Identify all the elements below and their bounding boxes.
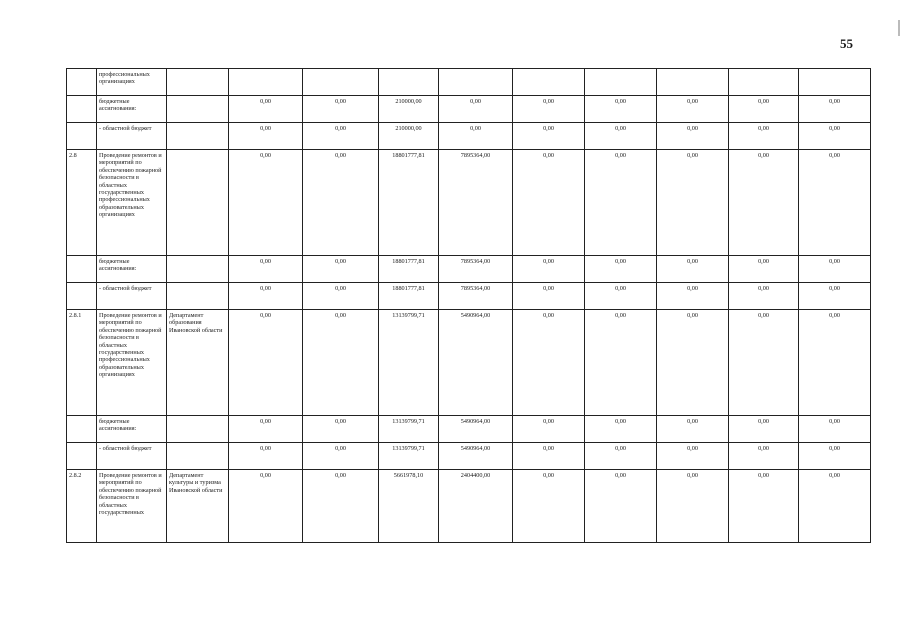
value-cell: 5490964,00 [439,416,513,443]
row-name-cell: - областной бюджет [97,283,167,310]
row-code-cell [67,416,97,443]
row-code-cell [67,123,97,150]
row-dept-cell [167,96,229,123]
value-cell [379,69,439,96]
value-cell: 0,00 [657,470,729,543]
value-cell [585,69,657,96]
value-cell: 0,00 [799,443,871,470]
row-code-cell: 2.8 [67,150,97,256]
value-cell: 0,00 [585,416,657,443]
scan-edge-mark [898,20,900,36]
value-cell: 5490964,00 [439,443,513,470]
value-cell: 0,00 [585,150,657,256]
value-cell: 0,00 [657,150,729,256]
value-cell: 0,00 [229,310,303,416]
value-cell: 0,00 [303,310,379,416]
value-cell: 0,00 [229,416,303,443]
value-cell [513,69,585,96]
value-cell: 0,00 [657,310,729,416]
value-cell [657,69,729,96]
value-cell: 0,00 [585,96,657,123]
row-name-cell: Проведение ремонтов и мероприятий по обеспечению пожарной безопасности в областных государственных профессиональных образовательных организациях [97,310,167,416]
value-cell: 0,00 [303,443,379,470]
value-cell: 0,00 [729,256,799,283]
value-cell: 0,00 [799,283,871,310]
value-cell [229,69,303,96]
row-name-cell: бюджетные ассигнования: [97,256,167,283]
value-cell: 5661978,10 [379,470,439,543]
row-name-cell: бюджетные ассигнования: [97,96,167,123]
value-cell: 0,00 [513,416,585,443]
value-cell [729,69,799,96]
value-cell: 0,00 [657,256,729,283]
value-cell: 18801777,81 [379,150,439,256]
value-cell: 0,00 [729,470,799,543]
row-name-cell: Проведение ремонтов и мероприятий по обеспечению пожарной безопасности в областных государственных профессиональных образовательных организациях [97,150,167,256]
value-cell: 7895364,00 [439,256,513,283]
value-cell: 0,00 [303,123,379,150]
value-cell: 0,00 [229,123,303,150]
value-cell: 0,00 [513,96,585,123]
value-cell: 13139799,71 [379,310,439,416]
value-cell: 13139799,71 [379,416,439,443]
value-cell: 0,00 [585,470,657,543]
value-cell: 0,00 [513,310,585,416]
value-cell: 0,00 [729,96,799,123]
row-name-cell: бюджетные ассигнования: [97,416,167,443]
value-cell: 0,00 [303,416,379,443]
value-cell: 0,00 [799,123,871,150]
row-code-cell [67,69,97,96]
value-cell: 0,00 [729,443,799,470]
row-dept-cell [167,69,229,96]
budget-table [66,68,871,543]
value-cell: 0,00 [585,283,657,310]
row-name-cell: - областной бюджет [97,123,167,150]
value-cell: 18801777,81 [379,283,439,310]
value-cell: 0,00 [513,256,585,283]
value-cell: 0,00 [729,123,799,150]
value-cell: 0,00 [799,416,871,443]
value-cell: 0,00 [303,256,379,283]
value-cell: 0,00 [657,96,729,123]
value-cell: 0,00 [229,283,303,310]
value-cell: 0,00 [657,416,729,443]
value-cell: 0,00 [657,283,729,310]
value-cell: 0,00 [513,283,585,310]
value-cell: 0,00 [229,443,303,470]
row-name-cell: профессиональных организациях [97,69,167,96]
value-cell: 0,00 [439,96,513,123]
value-cell: 0,00 [799,150,871,256]
value-cell: 0,00 [799,310,871,416]
row-code-cell [67,96,97,123]
value-cell: 0,00 [513,123,585,150]
value-cell: 0,00 [303,96,379,123]
value-cell: 0,00 [729,310,799,416]
value-cell: 0,00 [229,96,303,123]
value-cell: 0,00 [513,150,585,256]
row-code-cell: 2.8.1 [67,310,97,416]
value-cell: 210000,00 [379,123,439,150]
row-dept-cell [167,283,229,310]
value-cell: 0,00 [799,256,871,283]
value-cell: 2404400,00 [439,470,513,543]
row-name-cell: - областной бюджет [97,443,167,470]
value-cell: 7895364,00 [439,283,513,310]
value-cell: 0,00 [585,310,657,416]
value-cell: 0,00 [303,283,379,310]
row-code-cell [67,283,97,310]
value-cell: 5490964,00 [439,310,513,416]
row-dept-cell [167,150,229,256]
value-cell: 0,00 [585,256,657,283]
row-dept-cell [167,416,229,443]
table-row [67,310,871,416]
table-row [67,123,871,150]
value-cell: 0,00 [513,470,585,543]
row-code-cell: 2.8.2 [67,470,97,543]
value-cell: 0,00 [513,443,585,470]
value-cell: 0,00 [229,470,303,543]
value-cell [303,69,379,96]
row-dept-cell: Департамент образования Ивановской области [167,310,229,416]
value-cell: 0,00 [799,96,871,123]
value-cell [799,69,871,96]
page-number: 55 [840,36,853,51]
table-row [67,69,871,96]
table-row [67,283,871,310]
value-cell: 0,00 [729,283,799,310]
value-cell: 0,00 [799,470,871,543]
row-dept-cell [167,256,229,283]
value-cell: 0,00 [585,443,657,470]
table-row [67,470,871,543]
row-dept-cell [167,443,229,470]
row-code-cell [67,443,97,470]
value-cell: 0,00 [439,123,513,150]
row-dept-cell: Департамент культуры и туризма Ивановской области [167,470,229,543]
table-row [67,150,871,256]
value-cell: 0,00 [303,470,379,543]
value-cell: 0,00 [729,150,799,256]
value-cell: 0,00 [303,150,379,256]
table-row [67,416,871,443]
row-code-cell [67,256,97,283]
row-name-cell: Проведение ремонтов и мероприятий по обеспечению пожарной безопасности в областных государственных [97,470,167,543]
value-cell: 0,00 [229,256,303,283]
table-row [67,96,871,123]
value-cell: 0,00 [729,416,799,443]
value-cell: 13139799,71 [379,443,439,470]
value-cell: 0,00 [585,123,657,150]
value-cell: 210000,00 [379,96,439,123]
table-row [67,443,871,470]
value-cell: 18801777,81 [379,256,439,283]
value-cell: 0,00 [229,150,303,256]
table-row [67,256,871,283]
value-cell: 0,00 [657,443,729,470]
row-dept-cell [167,123,229,150]
value-cell [439,69,513,96]
value-cell: 7895364,00 [439,150,513,256]
value-cell: 0,00 [657,123,729,150]
